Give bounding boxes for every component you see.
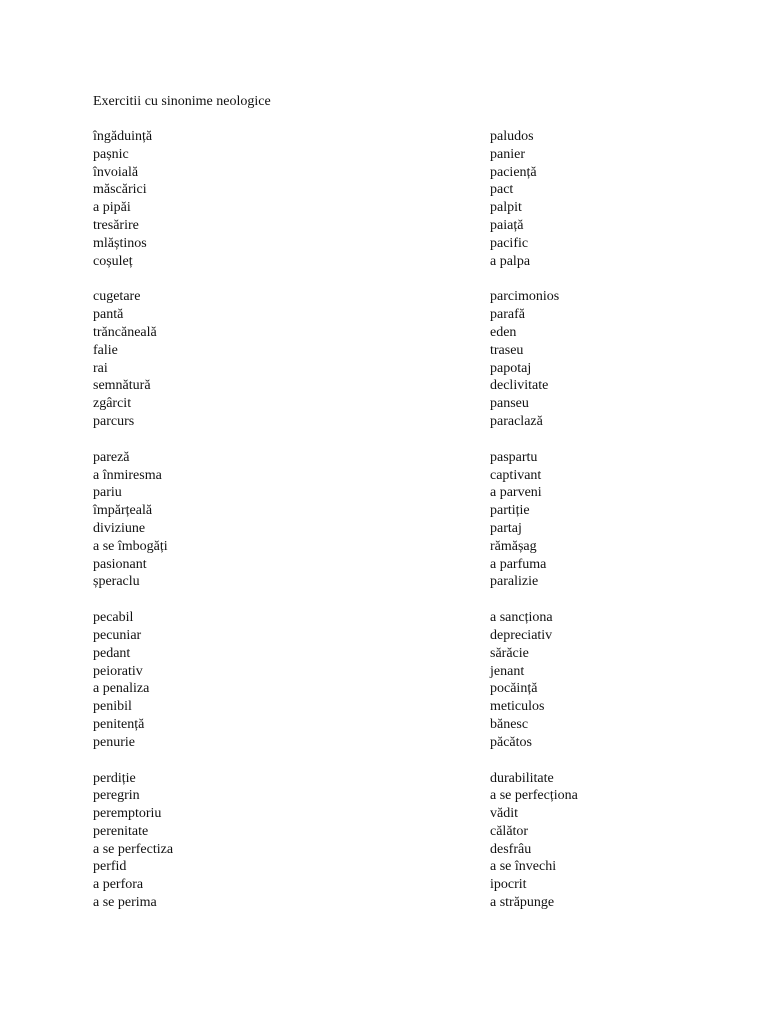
left-word-column	[93, 128, 173, 930]
word: pareză	[93, 449, 130, 465]
word: penitență	[93, 716, 145, 732]
word: durabilitate	[490, 770, 554, 786]
word: paraclază	[490, 413, 543, 429]
word: a înmiresma	[93, 467, 162, 483]
word: sărăcie	[490, 645, 529, 661]
word: captivant	[490, 467, 542, 483]
word: îngăduință	[93, 129, 153, 144]
word: panseu	[490, 396, 529, 412]
word: pedant	[93, 645, 131, 661]
right-word-group-5	[490, 770, 578, 912]
word: ipocrit	[490, 877, 527, 893]
word: a parveni	[490, 485, 542, 501]
word: paciență	[490, 164, 537, 180]
word: a se perfecționa	[490, 788, 578, 804]
word: pariu	[93, 485, 122, 501]
word: vădit	[490, 806, 518, 822]
word: paralizie	[490, 574, 539, 590]
word: a sancționa	[490, 610, 553, 626]
word: pecabil	[93, 610, 134, 626]
left-word-group-5	[93, 770, 173, 912]
left-word-group-1	[93, 128, 173, 270]
word: penurie	[93, 734, 135, 750]
word: a parfuma	[490, 556, 547, 572]
word: coșuleț	[93, 253, 133, 269]
left-word-group-2	[93, 288, 173, 430]
right-word-column	[490, 128, 578, 930]
right-word-group-2	[490, 288, 578, 430]
word: peremptoriu	[93, 806, 162, 822]
word: perenitate	[93, 823, 149, 839]
word: diviziune	[93, 520, 146, 536]
word: perfid	[93, 859, 127, 875]
left-word-group-4	[93, 609, 173, 751]
word: pantă	[93, 307, 124, 323]
word: a străpunge	[490, 895, 555, 911]
word: cugetare	[93, 289, 141, 305]
word: măscărici	[93, 182, 147, 198]
left-word-group-3	[93, 449, 173, 591]
right-word-group-3	[490, 449, 578, 591]
word: desfrâu	[490, 841, 532, 857]
word: semnătură	[93, 378, 151, 394]
word: a perfora	[93, 877, 144, 893]
word: rămășag	[490, 538, 537, 554]
word: peregrin	[93, 788, 140, 804]
word: șperaclu	[93, 574, 140, 590]
word: a palpa	[490, 253, 531, 269]
word: călător	[490, 823, 529, 839]
word: a se îmbogăți	[93, 538, 168, 554]
word: pact	[490, 182, 514, 198]
word: bănesc	[490, 716, 529, 732]
word: papotaj	[490, 360, 532, 376]
word: a se învechi	[490, 859, 557, 875]
word: parcurs	[93, 413, 135, 429]
word: falie	[93, 342, 118, 358]
word: a pipăi	[93, 200, 131, 216]
word: pocăință	[490, 681, 538, 697]
word: mlăștinos	[93, 235, 147, 251]
word: parafă	[490, 307, 525, 323]
word: pașnic	[93, 146, 129, 162]
word: pecuniar	[93, 627, 142, 643]
word: panier	[490, 146, 525, 162]
word: perdiție	[93, 770, 136, 786]
word: rai	[93, 360, 108, 376]
word: tresărire	[93, 217, 139, 233]
word: jenant	[490, 663, 525, 679]
word: peiorativ	[93, 663, 143, 679]
word: paludos	[490, 129, 534, 144]
word: traseu	[490, 342, 524, 358]
word: palpit	[490, 200, 522, 216]
word: a penaliza	[93, 681, 150, 697]
word: împărțeală	[93, 503, 153, 519]
word: pasionant	[93, 556, 147, 572]
word: partiție	[490, 503, 530, 519]
word: paspartu	[490, 449, 538, 465]
word: învoială	[93, 164, 139, 180]
word: a se perima	[93, 895, 157, 911]
word: paiață	[490, 217, 524, 233]
word: trăncăneală	[93, 324, 157, 340]
word: declivitate	[490, 378, 549, 394]
word: meticulos	[490, 699, 545, 715]
word: parcimonios	[490, 289, 560, 305]
word: penibil	[93, 699, 132, 715]
word: păcătos	[490, 734, 532, 750]
word: partaj	[490, 520, 522, 536]
right-word-group-4	[490, 609, 578, 751]
word: pacific	[490, 235, 529, 251]
page-title: Exercitii cu sinonime neologice	[93, 94, 271, 109]
word: depreciativ	[490, 627, 553, 643]
word: a se perfectiza	[93, 841, 174, 857]
right-word-group-1	[490, 128, 578, 270]
word: eden	[490, 324, 517, 340]
word: zgârcit	[93, 396, 132, 412]
